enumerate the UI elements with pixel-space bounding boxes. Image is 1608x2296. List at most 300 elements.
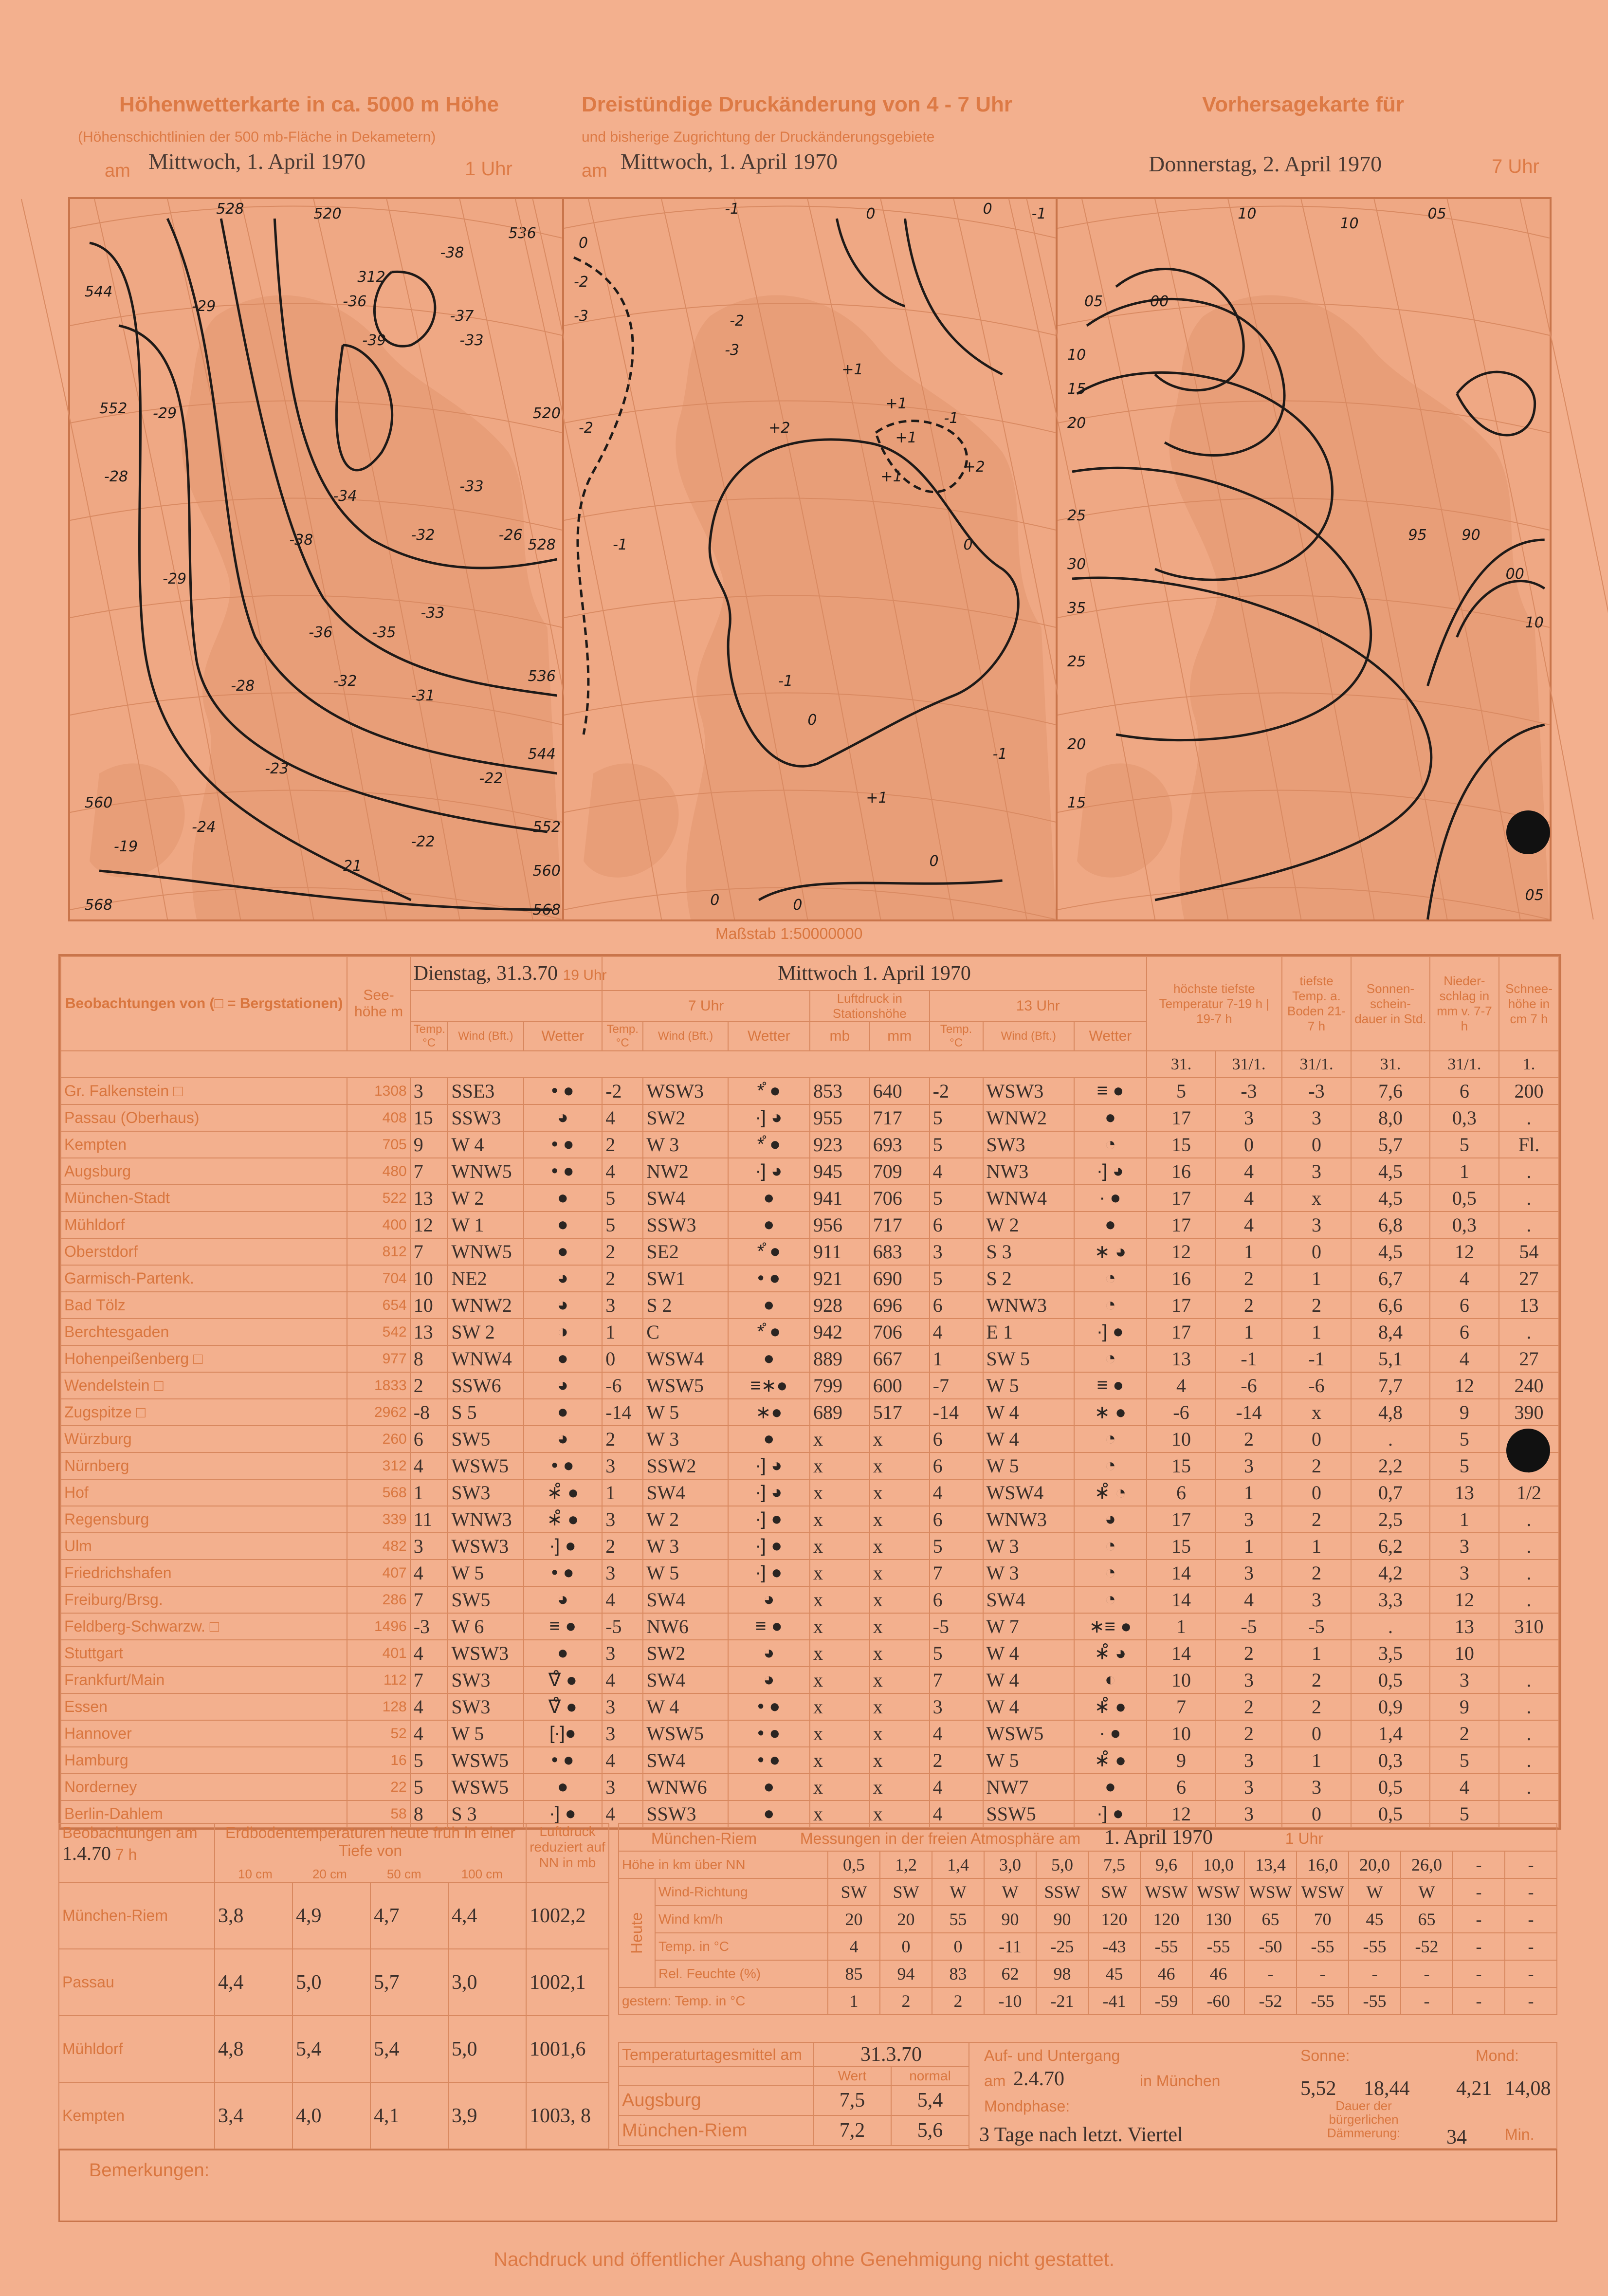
date-row (61, 1051, 1559, 1078)
contour-label: +1 (841, 361, 863, 378)
day1-label: Dienstag, 31.3.70 (413, 962, 558, 985)
contour-label: 20 (1067, 415, 1086, 432)
cell-c: 0 (1282, 1479, 1351, 1506)
station-name: Zugspitze □ (61, 1399, 347, 1426)
cell-e: 9 (1430, 1399, 1499, 1426)
cell-b: -5 (1216, 1613, 1282, 1640)
contour-label: 0 (710, 892, 719, 909)
cell-p1: x (810, 1747, 870, 1774)
atmos-value: WSW (1140, 1878, 1192, 1906)
contour-label: 560 (532, 863, 561, 880)
cell-x2: • ● (728, 1720, 810, 1747)
col-day2 (602, 956, 1147, 991)
cell-p1: x (810, 1506, 870, 1533)
cell-w2: WSW5 (643, 1372, 728, 1399)
cell-t2: 1 (602, 1479, 643, 1506)
soil-temp: 3,8 (215, 1882, 292, 1949)
cell-t1: 7 (410, 1158, 448, 1185)
cell-x3: ◔ (1074, 1265, 1147, 1292)
cell-x1: ● (524, 1640, 603, 1667)
station-altitude: 1496 (347, 1613, 410, 1640)
cell-e: 12 (1430, 1586, 1499, 1613)
contour-label: 520 (313, 205, 342, 222)
cell-f: 240 (1499, 1372, 1559, 1399)
cell-w2: SW2 (643, 1640, 728, 1667)
daemmerung-unit: Min. (1505, 2126, 1535, 2143)
soil-col-beob-label: Beobachtungen am (62, 1824, 198, 1841)
cell-t3: 7 (930, 1560, 983, 1586)
cell-p2: x (870, 1693, 930, 1720)
contour-label: 25 (1067, 653, 1086, 670)
cell-w1: W 1 (448, 1212, 523, 1238)
soil-pressure: 1003, 8 (526, 2082, 609, 2149)
cell-e: 4 (1430, 1774, 1499, 1800)
station-name: Friedrichshafen (61, 1560, 347, 1586)
cell-c: 2 (1282, 1560, 1351, 1586)
tagesmittel-w: 7,2 (813, 2115, 891, 2146)
cell-w1: SW5 (448, 1426, 523, 1452)
cell-d: 4,5 (1351, 1185, 1430, 1212)
cell-e: 13 (1430, 1613, 1499, 1640)
station-name: Wendelstein □ (61, 1372, 347, 1399)
cell-t1: 7 (410, 1586, 448, 1613)
cell-t2: 3 (602, 1292, 643, 1319)
cell-c: 0 (1282, 1238, 1351, 1265)
contour-label: -23 (265, 760, 289, 777)
soil-temp: 4,4 (448, 1882, 526, 1949)
cell-a: 7 (1147, 1693, 1216, 1720)
cell-c: 2 (1282, 1452, 1351, 1479)
cell-c: 3 (1282, 1774, 1351, 1800)
soil-temp: 3,0 (448, 1949, 526, 2016)
contour-label: 10 (1067, 347, 1086, 364)
atmos-value: - (1505, 1878, 1557, 1906)
cell-c: 1 (1282, 1747, 1351, 1774)
cell-w1: SW3 (448, 1693, 523, 1720)
cell-x2: ∗● (728, 1399, 810, 1426)
atmos-value: 1,4 (932, 1851, 984, 1878)
atmos-value: 45 (1088, 1960, 1140, 1987)
atmos-value: 0,5 (828, 1851, 880, 1878)
cell-w3: E 1 (983, 1319, 1075, 1345)
cell-p2: 693 (870, 1131, 930, 1158)
cell-f: Fl. (1499, 1131, 1559, 1158)
cell-t3: 6 (930, 1212, 983, 1238)
cell-w3: WNW3 (983, 1292, 1075, 1319)
cell-x2: ∙] ◕ (728, 1158, 810, 1185)
contour-label: -21 (338, 858, 362, 875)
cell-w1: WNW5 (448, 1238, 523, 1265)
cell-c: 2 (1282, 1693, 1351, 1720)
cell-a: 6 (1147, 1774, 1216, 1800)
cell-t2: 5 (602, 1185, 643, 1212)
cell-a: 16 (1147, 1158, 1216, 1185)
cell-t2: 3 (602, 1452, 643, 1479)
cell-a: 10 (1147, 1426, 1216, 1452)
map1-subtitle: (Höhenschichtlinien der 500 mb-Fläche in Dekametern) (78, 129, 436, 145)
station-row (61, 1452, 1559, 1479)
atmos-value: 10,0 (1192, 1851, 1244, 1878)
remarks-box (58, 2149, 1557, 2222)
cell-b: -14 (1216, 1399, 1282, 1426)
contour-label: -29 (192, 298, 216, 315)
sunmoon-box (968, 2042, 1557, 2149)
cell-a: 9 (1147, 1747, 1216, 1774)
cell-p1: 889 (810, 1345, 870, 1372)
cell-w2: SSW2 (643, 1452, 728, 1479)
cell-p2: x (870, 1506, 930, 1533)
cell-w1: WSW5 (448, 1747, 523, 1774)
atmos-value: -43 (1088, 1933, 1140, 1960)
cell-x1: ≡ ● (524, 1613, 603, 1640)
station-row (61, 1640, 1559, 1667)
cell-x2: ● (728, 1345, 810, 1372)
cell-w1: S 5 (448, 1399, 523, 1426)
cell-c: 0 (1282, 1720, 1351, 1747)
cell-w2: C (643, 1319, 728, 1345)
contour-label: -3 (724, 342, 739, 359)
date-row-cell: 31. (1351, 1051, 1430, 1078)
cell-b: 1 (1216, 1319, 1282, 1345)
cell-w3: W 3 (983, 1560, 1075, 1586)
atmos-time: 1 Uhr (1285, 1829, 1324, 1847)
contour-label: 05 (1427, 205, 1447, 222)
contour-label: 25 (1067, 507, 1086, 524)
atmos-value: 26,0 (1401, 1851, 1453, 1878)
contour-label: -19 (114, 838, 138, 855)
station-name: Stuttgart (61, 1640, 347, 1667)
contour-label: -34 (333, 488, 357, 505)
cell-w2: SW4 (643, 1586, 728, 1613)
station-altitude: 2962 (347, 1399, 410, 1426)
soil-temp: 4,4 (215, 1949, 292, 2016)
cell-e: 5 (1430, 1800, 1499, 1827)
footer-note: Nachdruck und öffentlicher Aushang ohne Genehmigung nicht gestattet. (493, 2249, 1115, 2270)
cell-t1: 4 (410, 1640, 448, 1667)
cell-e: 6 (1430, 1319, 1499, 1345)
cell-f: 27 (1499, 1265, 1559, 1292)
cell-w3: SW4 (983, 1586, 1075, 1613)
cell-t3: -7 (930, 1372, 983, 1399)
cell-x1: ◕ (524, 1426, 603, 1452)
cell-d: 4,5 (1351, 1158, 1430, 1185)
contour-label: 10 (1238, 205, 1257, 222)
cell-x3: ∗̊ ◔ (1074, 1479, 1147, 1506)
atmos-value: SSW (1036, 1878, 1088, 1906)
cell-t1: 2 (410, 1372, 448, 1399)
cell-f: 27 (1499, 1345, 1559, 1372)
cell-x1: • ● (524, 1747, 603, 1774)
atmos-value: 65 (1401, 1906, 1453, 1933)
cell-f: . (1499, 1104, 1559, 1131)
station-altitude: 704 (347, 1265, 410, 1292)
cell-w3: W 5 (983, 1452, 1075, 1479)
contour-label: 0 (866, 205, 876, 222)
day1-time: 19 Uhr (563, 967, 607, 983)
cell-t3: 6 (930, 1426, 983, 1452)
cell-p1: x (810, 1640, 870, 1667)
cell-p2: x (870, 1720, 930, 1747)
contour-label: -33 (459, 332, 484, 349)
contour-label: +2 (963, 459, 985, 476)
tagesmittel-date: 31.3.70 (813, 2042, 969, 2067)
cell-p1: 689 (810, 1399, 870, 1426)
cell-t1: 5 (410, 1747, 448, 1774)
sub-temp-1: Temp. °C (410, 1022, 448, 1051)
cell-t1: 10 (410, 1265, 448, 1292)
station-row (61, 1613, 1559, 1640)
station-name: Feldberg-Schwarzw. □ (61, 1613, 347, 1640)
cell-x3: ∗̊ ● (1074, 1693, 1147, 1720)
contour-label: 312 (357, 269, 385, 286)
cell-e: 5 (1430, 1452, 1499, 1479)
cell-w3: W 5 (983, 1372, 1075, 1399)
cell-x2: ∙] ● (728, 1533, 810, 1560)
col-sonne: Sonnen-schein-dauer in Std. (1351, 956, 1430, 1051)
cell-t1: 5 (410, 1774, 448, 1800)
cell-e: 5 (1430, 1131, 1499, 1158)
atmos-value: - (1505, 1987, 1557, 2015)
col-station: Beobachtungen von (□ = Bergstationen) (61, 956, 347, 1051)
tagesmittel-col-normal: normal (891, 2067, 969, 2085)
atmos-value: - (1453, 1878, 1505, 1906)
sunmoon-am: am (984, 2072, 1006, 2090)
station-altitude: 52 (347, 1720, 410, 1747)
contour-label: -1 (1031, 205, 1046, 222)
cell-d: 0,7 (1351, 1479, 1430, 1506)
cell-x2: ● (728, 1774, 810, 1800)
contour-label: 568 (85, 897, 113, 914)
cell-w3: WSW3 (983, 1078, 1075, 1104)
cell-p2: 640 (870, 1078, 930, 1104)
cell-p1: x (810, 1667, 870, 1693)
station-altitude: 705 (347, 1131, 410, 1158)
cell-x1: ● (524, 1238, 603, 1265)
station-altitude: 522 (347, 1185, 410, 1212)
cell-w3: W 4 (983, 1667, 1075, 1693)
cell-w3: W 4 (983, 1399, 1075, 1426)
tagesmittel-row (619, 2115, 969, 2146)
cell-e: 3 (1430, 1533, 1499, 1560)
cell-t1: 4 (410, 1720, 448, 1747)
cell-p1: x (810, 1560, 870, 1586)
atmos-value: 90 (1036, 1906, 1088, 1933)
atmos-value: W (932, 1878, 984, 1906)
cell-w3: W 4 (983, 1693, 1075, 1720)
cell-f: . (1499, 1506, 1559, 1533)
station-name: Berlin-Dahlem (61, 1800, 347, 1827)
atmos-row (619, 1906, 1557, 1933)
cell-w3: W 7 (983, 1613, 1075, 1640)
cell-p1: x (810, 1479, 870, 1506)
cell-x2: ● (728, 1426, 810, 1452)
cell-x2: ● (728, 1292, 810, 1319)
cell-p1: 945 (810, 1158, 870, 1185)
atmos-value: -55 (1349, 1987, 1401, 2015)
cell-x1: ● (524, 1185, 603, 1212)
soil-pressure: 1001,6 (526, 2016, 609, 2082)
soil-temp: 5,4 (292, 2016, 370, 2082)
cell-w2: SW4 (643, 1185, 728, 1212)
tagesmittel-w: 7,5 (813, 2085, 891, 2115)
cell-f: 200 (1499, 1078, 1559, 1104)
station-name: Kempten (61, 1131, 347, 1158)
atmos-value: - (1453, 1906, 1505, 1933)
cell-d: 8,4 (1351, 1319, 1430, 1345)
atmos-value: -55 (1192, 1933, 1244, 1960)
contour-label: 10 (1340, 215, 1359, 232)
cell-b: -6 (1216, 1372, 1282, 1399)
station-altitude: 1833 (347, 1372, 410, 1399)
cell-p1: x (810, 1452, 870, 1479)
station-row (61, 1586, 1559, 1613)
atmos-value: 46 (1140, 1960, 1192, 1987)
cell-w2: SW2 (643, 1104, 728, 1131)
atmos-row (619, 1878, 1557, 1906)
tagesmittel-col-wert: Wert (813, 2067, 891, 2085)
cell-t3: 4 (930, 1158, 983, 1185)
moonphase-value: 3 Tage nach letzt. Viertel (979, 2124, 1183, 2146)
cell-x1: ◕ (524, 1265, 603, 1292)
cell-d: . (1351, 1613, 1430, 1640)
cell-x3: ◔ (1074, 1452, 1147, 1479)
soil-depth: 20 cm (312, 1867, 347, 1881)
cell-b: 3 (1216, 1667, 1282, 1693)
cell-x3: ● (1074, 1774, 1147, 1800)
cell-w2: WNW6 (643, 1774, 728, 1800)
soil-station: Kempten (59, 2082, 215, 2149)
contour-line (574, 257, 633, 735)
station-name: München-Stadt (61, 1185, 347, 1212)
cell-t2: 3 (602, 1720, 643, 1747)
atmos-value: -11 (984, 1933, 1036, 1960)
daemmerung-label: Dauer der bürgerlichen Dämmerung: (1327, 2098, 1401, 2140)
soil-row (59, 1949, 609, 2016)
atmos-value: 120 (1140, 1906, 1192, 1933)
cell-p1: x (810, 1693, 870, 1720)
cell-w1: SW3 (448, 1479, 523, 1506)
contour-label: 35 (1067, 600, 1086, 617)
station-name: Frankfurt/Main (61, 1667, 347, 1693)
contour-label: +1 (866, 790, 888, 807)
atmos-value: 1 (828, 1987, 880, 2015)
map-scale: Maßstab 1:50000000 (715, 925, 863, 942)
cell-b: -1 (1216, 1345, 1282, 1372)
atmos-value: 90 (984, 1906, 1036, 1933)
cell-x2: ∙] ● (728, 1506, 810, 1533)
atmos-value: 7,5 (1088, 1851, 1140, 1878)
cell-t3: 7 (930, 1667, 983, 1693)
cell-f: . (1499, 1667, 1559, 1693)
cell-b: 3 (1216, 1560, 1282, 1586)
cell-p2: x (870, 1479, 930, 1506)
cell-p1: x (810, 1426, 870, 1452)
cell-e: 0,3 (1430, 1212, 1499, 1238)
atmos-value: SW (1088, 1878, 1140, 1906)
cell-e: 9 (1430, 1693, 1499, 1720)
moonphase-label: Mondphase: (984, 2097, 1070, 2115)
sunmoon-ort: in München (1140, 2072, 1221, 2090)
cell-a: -6 (1147, 1399, 1216, 1426)
cell-w3: SSW5 (983, 1800, 1075, 1827)
cell-a: 14 (1147, 1640, 1216, 1667)
cell-t2: -6 (602, 1372, 643, 1399)
contour-label: 0 (792, 897, 803, 914)
station-row (61, 1720, 1559, 1747)
sub-mb: mb (810, 1022, 870, 1051)
cell-c: x (1282, 1399, 1351, 1426)
cell-x3: ◔ (1074, 1426, 1147, 1452)
cell-x2: *̊ ● (728, 1131, 810, 1158)
cell-w1: NE2 (448, 1265, 523, 1292)
cell-c: -5 (1282, 1613, 1351, 1640)
cell-d: 0,9 (1351, 1693, 1430, 1720)
atmos-value: -50 (1244, 1933, 1297, 1960)
cell-a: 14 (1147, 1586, 1216, 1613)
cell-t1: 8 (410, 1800, 448, 1827)
cell-t1: -8 (410, 1399, 448, 1426)
contour-label: -32 (333, 673, 357, 690)
contour-label: -28 (231, 678, 255, 695)
cell-x3: ≡ ● (1074, 1372, 1147, 1399)
cell-t1: 4 (410, 1560, 448, 1586)
cell-t2: 2 (602, 1131, 643, 1158)
cell-b: 1 (1216, 1533, 1282, 1560)
cell-p2: 600 (870, 1372, 930, 1399)
cell-x3: ∗ ◕ (1074, 1238, 1147, 1265)
station-row (61, 1426, 1559, 1452)
cell-t1: -3 (410, 1613, 448, 1640)
cell-x3: ∗̊ ◕ (1074, 1640, 1147, 1667)
station-altitude: 654 (347, 1292, 410, 1319)
cell-p1: 923 (810, 1131, 870, 1158)
station-row (61, 1533, 1559, 1560)
moon-set: 14,08 (1505, 2077, 1551, 2100)
atmos-value: W (1401, 1878, 1453, 1906)
map1-title: Höhenwetterkarte in ca. 5000 m Höhe (119, 92, 499, 116)
cell-a: 17 (1147, 1104, 1216, 1131)
atmos-value: 120 (1088, 1906, 1140, 1933)
cell-w2: WSW3 (643, 1078, 728, 1104)
cell-b: 4 (1216, 1158, 1282, 1185)
cell-w1: W 5 (448, 1560, 523, 1586)
contour-label: +1 (880, 468, 902, 485)
station-altitude: 128 (347, 1693, 410, 1720)
col-hoechste: höchste tiefste Temperatur 7-19 h | 19-7 h (1147, 956, 1282, 1051)
cell-t1: 4 (410, 1452, 448, 1479)
contour-label: -1 (724, 201, 739, 218)
contour-label: -38 (440, 244, 464, 261)
date-row-spacer (61, 1051, 1147, 1078)
cell-x2: *̊ ● (728, 1319, 810, 1345)
upper-air-map (70, 199, 564, 919)
day2-time13: 13 Uhr (930, 991, 1147, 1022)
cell-x1: ● (524, 1399, 603, 1426)
cell-x3: ≡ ● (1074, 1078, 1147, 1104)
cell-x2: ∙] ◕ (728, 1104, 810, 1131)
contour-label: -33 (459, 478, 484, 495)
soil-depths (218, 1867, 523, 1882)
cell-p2: 696 (870, 1292, 930, 1319)
cell-w1: SSW3 (448, 1104, 523, 1131)
cell-w3: WNW3 (983, 1506, 1075, 1533)
cell-d: 6,6 (1351, 1292, 1430, 1319)
cell-c: 1 (1282, 1640, 1351, 1667)
atmos-value: 94 (880, 1960, 932, 1987)
cell-b: 4 (1216, 1212, 1282, 1238)
soil-row (59, 1882, 609, 1949)
cell-b: 3 (1216, 1506, 1282, 1533)
